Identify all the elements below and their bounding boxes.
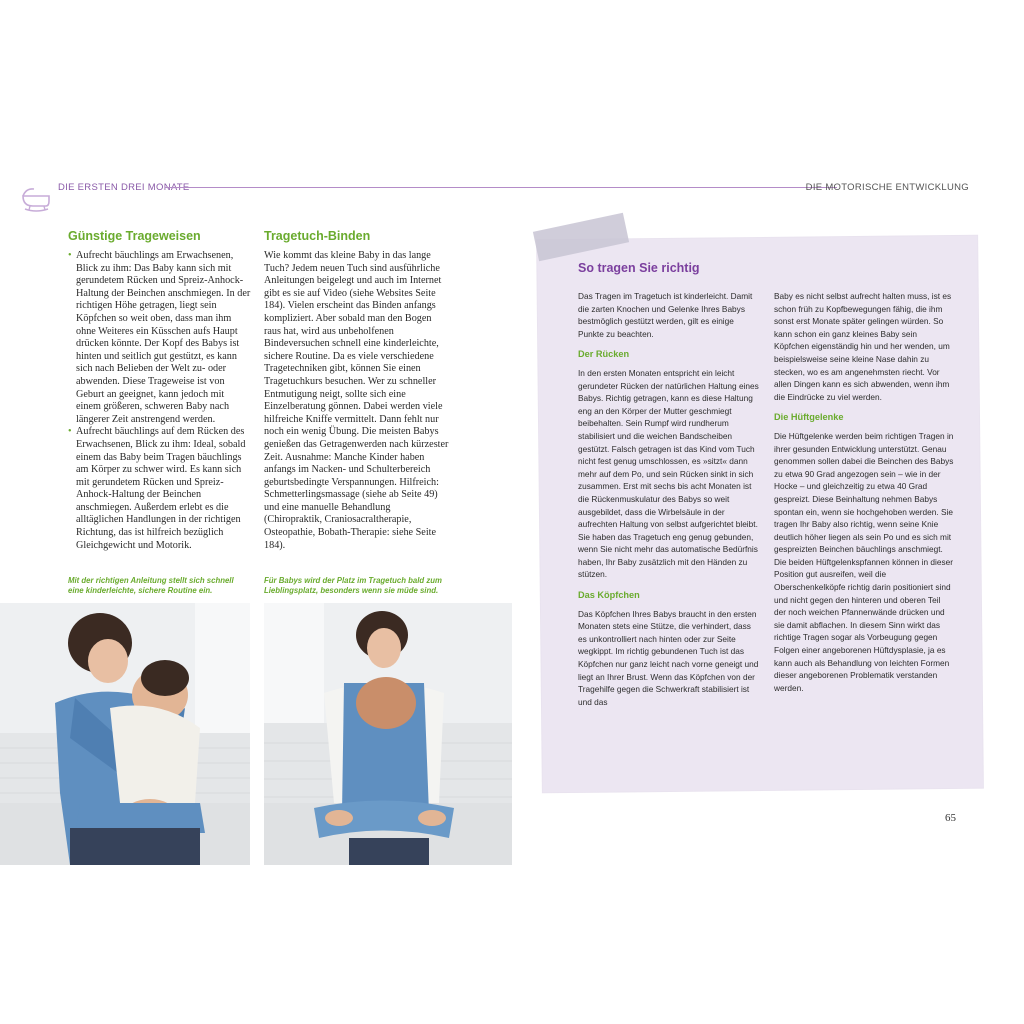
bullet-item: • Aufrecht bäuchlings auf dem Rücken des Erwachsenen, Blick zu ihm: Ideal, sobald einem das Baby beim Tragen bäuchlings am Körper zu schwer wird. Es kann sich mit gerundetem Rücken und Spreiz-Anhock-Haltung der Beinchen anschmiegen. Außerdem erlebt es die alltäglichen Handlungen in der richtigen Richtung, das ist hilfreich bezüglich Gleichgewicht und Motorik. (68, 426, 251, 552)
running-header-right: DIE MOTORISCHE ENTWICKLUNG (805, 182, 969, 193)
heading-tragetuch-binden: Tragetuch-Binden (264, 229, 371, 243)
box-title: So tragen Sie richtig (578, 261, 700, 275)
photo-caption-right: Für Babys wird der Platz im Tragetuch bald zum Lieblingsplatz, besonders wenn sie müde sind. (264, 576, 442, 595)
subheading-hueftgelenke: Die Hüftgelenke (774, 412, 844, 423)
column-trageweisen (68, 250, 251, 552)
heading-trageweisen: Günstige Trageweisen (68, 229, 201, 243)
running-header-left: DIE ERSTEN DREI MONATE (58, 182, 190, 193)
box-column-right (774, 290, 954, 694)
photo-mother-baby-left (0, 603, 250, 865)
box-column-left (578, 290, 760, 708)
text-hueftgelenke: Die Hüftgelenke werden beim richtigen Tragen in ihrer gesunden Entwicklung unterstützt. Genau genommen sollen dabei die Beinchen des Babys zu etwa 90 Grad angezogen sein – wie in der Hocke – und gleichzeitig zu etwa 40 Grad gespreizt. Diese Beinhaltung nehmen Babys spontan ein, wenn sie hochgehoben werden. Sie tragen Ihr Baby also richtig, wenn seine Knie deutlich höher liegen als sein Po und es sich mit gespreizten Beinchen bäuchlings anschmiegt. Die beiden Hüftgelenkspfannen können in dieser Position gut ausreifen, weil die Oberschenkelköpfe richtig darin positioniert sind und nicht gegen den hinteren und oberen Teil der noch weichen Pfannenwände drücken und sie damit abflachen. In diesem Sinn wirkt das richtige Tragen sogar als Vorbeugung gegen Folgen einer angeborenen Hüftdysplasie, ja es kann auch als Behandlung von leichten Formen dieser angeborenen Problematik verstanden werden. (774, 430, 954, 693)
photo-mother-baby-right (264, 603, 512, 865)
bullet-item: • Aufrecht bäuchlings am Erwachsenen, Blick zu ihm: Das Baby kann sich mit gerundetem Rücken und Spreiz-Anhock-Haltung der Beinchen anschmiegen. In der richtigen Höhe getragen, liegt sein Köpfchen so weit oben, dass man ihm ohne Weiteres ein Küsschen aufs Haupt drücken könnte. Der Kopf des Babys ist hinten und seitlich gut gestützt, es kann sich nach Belieben der Welt zu- oder abwenden. Diese Trageweise ist von Geburt an geeignet, kann jedoch mit einem größeren, schweren Baby nach längerer Zeit anstrengend werden. (68, 250, 251, 426)
page-number: 65 (945, 812, 956, 824)
text-koepfchen: Das Köpfchen Ihres Babys braucht in den ersten Monaten stets eine Stütze, die verhindert, dass es unkontrolliert nach hinten oder zur Seite wegkippt. Im richtig gebundenen Tuch ist das Köpfchen nur ganz leicht nach vorne geneigt und liegt an Ihrer Brust. Wenn das Köpfchen von der Tragehilfe gegen die Schwerkraft stabilisiert ist und das (578, 608, 759, 707)
box-intro: Das Tragen im Tragetuch ist kinderleicht. Damit die zarten Knochen und Gelenke Ihres Babys bestmöglich gestützt werden, gilt es einige Punkte zu beachten. (578, 291, 753, 339)
text-koepfchen-continued: Baby es nicht selbst aufrecht halten muss, ist es schon früh zu Kopfbewegungen fähig, die ihm sonst erst Monate später gelingen würden. So kann schon ein ganz kleines Baby sein Köpfchen eigenständig hin und her wenden, um beispielsweise seine kleine Nase dahin zu stecken, wo es am angenehmsten riecht. Vor allen Dingen kann es sich abwenden, wenn ihm die Eindrücke zu viel werden. (774, 291, 952, 402)
subheading-koepfchen: Das Köpfchen (578, 590, 640, 601)
header-rule (165, 187, 837, 188)
subheading-ruecken: Der Rücken (578, 349, 630, 360)
photo-caption-left: Mit der richtigen Anleitung stellt sich schnell eine kinderleichte, sichere Routine ein. (68, 576, 234, 595)
column-tragetuch-binden: Wie kommt das kleine Baby in das lange Tuch? Jedem neuen Tuch sind ausführliche Anleitungen beigelegt und auch im Internet gibt es sie auf Video (siehe Websites Seite 184). Vielen erscheint das Binden anfangs kompliziert. Aber sobald man den Bogen raus hat, wird aus unbeholfenen Bindeversuchen schnell eine kinderleichte, sichere Routine. Da es viele verschiedene Tragetechniken gibt, können Sie einen Tragetuchkurs besuchen. Wer zu schneller Entmutigung neigt, sollte sich eine Einzelberatung gönnen. Dabei werden viele hilfreiche Kniffe vermittelt. Dann fehlt nur noch ein wenig Übung. Die meisten Babys genießen das Getragenwerden nach kürzester Zeit. Ausnahme: Manche Kinder haben anfangs im Nacken- und Schulterbereich geburtsbedingte Verspannungen. Hilfreich: Schmetterlingsmassage (siehe ab Seite 49) und eine manuelle Behandlung (Chiropraktik, Craniosacraltherapie, Osteopathie, Bobath-Therapie: siehe Seite 184). (264, 250, 449, 551)
text-ruecken: In den ersten Monaten entspricht ein leicht gerundeter Rücken der natürlichen Haltung eines Babys. Richtig getragen, kann es diese Haltung eng an den Körper der Mutter geschmiegt beibehalten. Sein Rumpf wird rundherum stabilisiert und die weichen Bandscheiben gestützt. Falsch getragen ist das Kind vom Tuch nicht fest genug umschlossen, es »sitzt« dann mehr auf dem Po, und sein Rücken sinkt in sich zusammen. Erst mit sechs bis acht Monaten ist die Rückenmuskulatur des Babys so weit ausgebildet, dass die Wirbelsäule in der aufrechten Haltung von selbst aufgerichtet bleibt. Sie haben das Tragetuch eng genug gebunden, wenn Sie nicht mehr das automatische Bedürfnis haben, Ihr Baby zusätzlich mit den Händen zu stützen. (578, 367, 759, 580)
cradle-icon (20, 184, 52, 212)
